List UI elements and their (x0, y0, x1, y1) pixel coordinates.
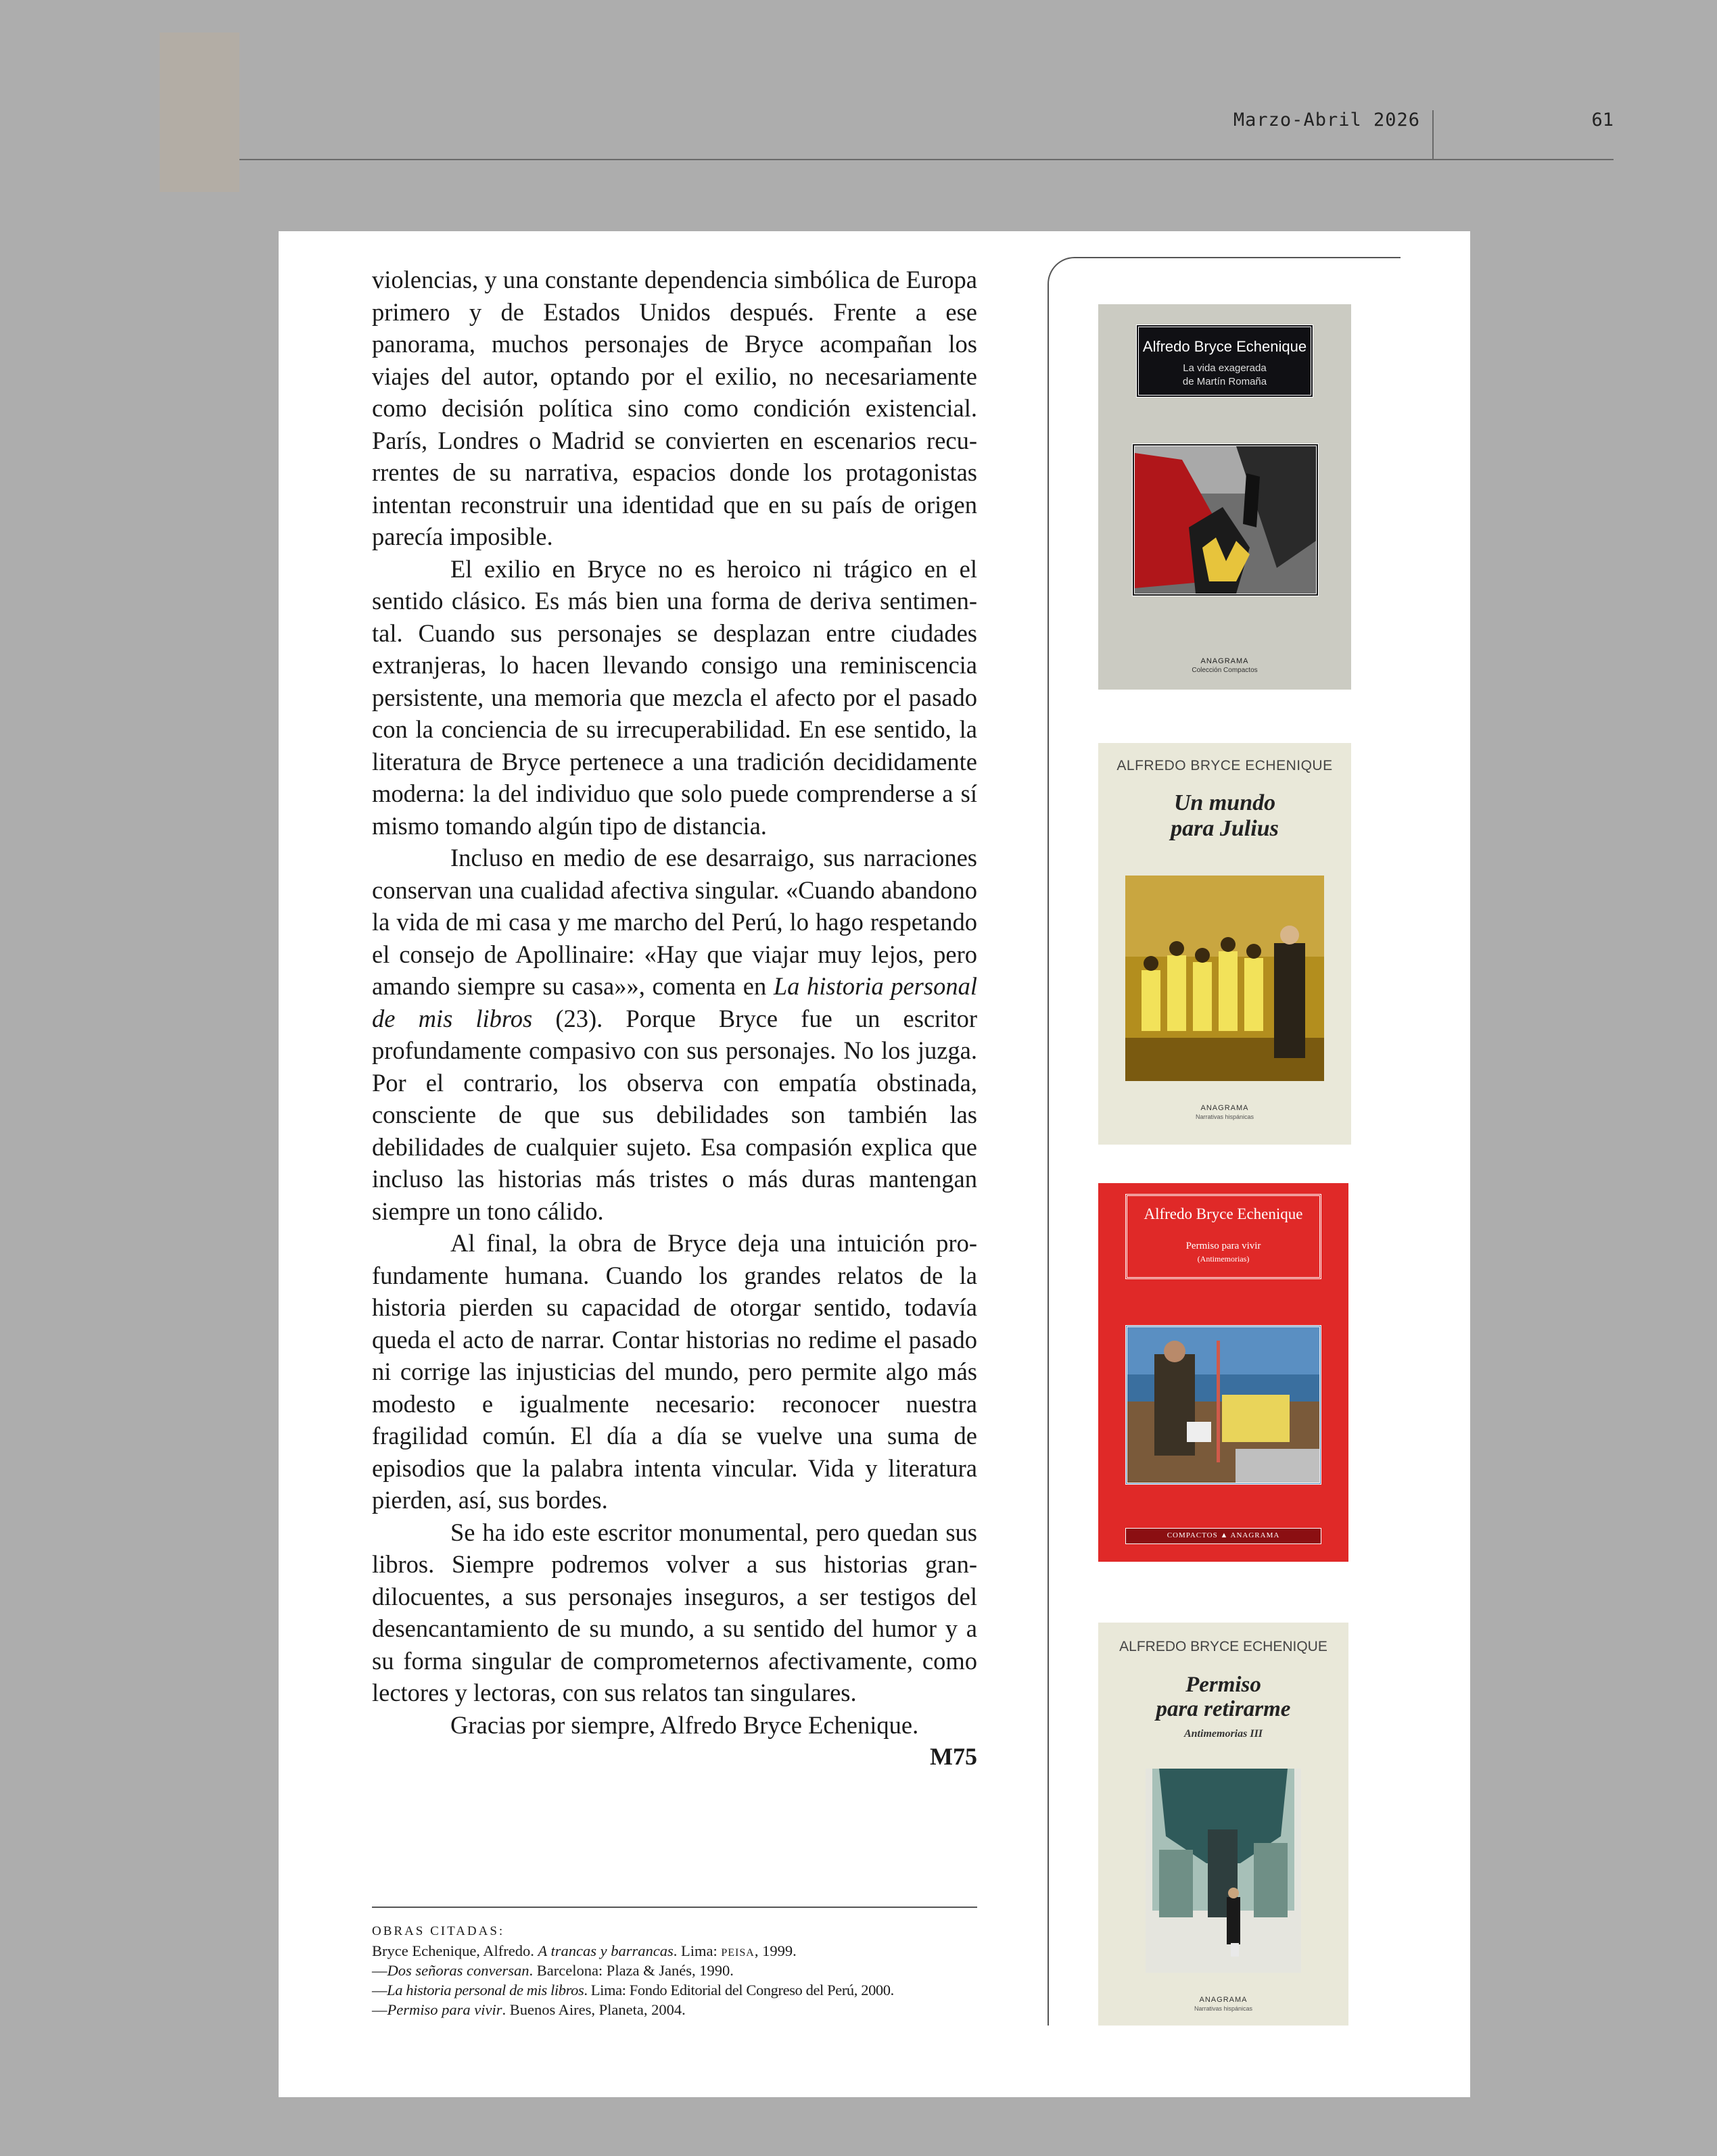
book-cover-permiso-retirarme (1098, 1623, 1348, 2026)
cover-title: La vida exagerada (1183, 362, 1267, 374)
citation-text: . Lima: Fondo Editorial del Congreso del Perú, 2000. (584, 1982, 894, 1998)
works-cited-title: OBRAS CITADAS: (372, 1924, 505, 1938)
cover-author: ALFREDO BRYCE ECHENIQUE (1119, 1639, 1327, 1654)
notes-divider (372, 1907, 977, 1908)
cover-strip-text (1126, 1531, 1321, 1539)
cover-collection-strip (1125, 1528, 1321, 1544)
cover-photo (1146, 1769, 1301, 1973)
cover-illustration (1127, 1327, 1319, 1483)
article-paragraph (372, 842, 977, 1227)
cover-photo (1132, 444, 1319, 596)
citation-text: . Barcelona: Plaza & Janés, 1990. (529, 1962, 734, 1979)
cover-illustration (1146, 1769, 1301, 1973)
article-paragraph: El exilio en Bryce no es heroico ni trágico en el sentido clásico. Es más bien una forma de deriva sentimental. Cuando sus personajes se desplazan entre ciudades extranjeras, lo hacen llevando consigo una reminiscencia persistente, una memoria que mezcla el afecto por el pasado con la conciencia de su irrecuperabilidad. En ese sentido, la literatura de Bryce pertenece a una tradición decididamente moderna: la del individuo que solo puede comprenderse a sí mismo tomando algún tipo de distancia. (372, 554, 977, 840)
cover-author: Alfredo Bryce Echenique (1142, 338, 1307, 355)
publisher-logo: ANAGRAMA (1199, 1996, 1248, 2004)
works-cited (372, 1907, 977, 2019)
cover-author: ALFREDO BRYCE ECHENIQUE (1116, 758, 1333, 773)
paragraph-text: Incluso en medio de ese desarraigo, sus narraciones conservan una cualidad afectiva singular. «Cuando abandono la vida de mi casa y me marcho del Perú, lo hago respetando el consejo de Apollinaire: «Hay que viajar muy lejos, pero amando siempre su casa»», comenta en (372, 844, 977, 1000)
citation-text: . Buenos Aires, Planeta, 2004. (502, 2001, 686, 2018)
cover-title-box (1125, 1194, 1321, 1279)
citation-title: A trancas y barrancas (538, 1942, 674, 1959)
citation-title: Permiso para vivir (387, 2001, 502, 2018)
citation-text: . Lima: (673, 1942, 722, 1959)
article-paragraph: Se ha ido este escritor monumental, pero quedan sus libros. Siempre podremos volver a sus historias grandilocuentes, a sus personajes inseguros, a ser testigos del desencantamiento de su mundo, a su sentido del humor y a su forma singular de comprometernos afectivamente, como lectores y lectoras, con sus relatos tan singulares. (372, 1518, 977, 1706)
cover-photo (1125, 1325, 1321, 1485)
cover-title: Permiso para vivir (1185, 1241, 1261, 1251)
book-title-reference: La historia personal de mis libros (372, 972, 977, 1032)
cover-collection: Narrativas hispánicas (1195, 1113, 1254, 1120)
paragraph-text: (23). Porque Bryce fue un escritor profundamente compasivo con sus personajes. No los juzga. Por el contrario, los observa con empatía obstinada, consciente de que sus debilidades son también las debilidades de cualquier sujeto. Esa compasión explica que incluso las historias más tristes o más duras mantengan siempre un tono cálido. (372, 1004, 977, 1225)
article-paragraph: Al final, la obra de Bryce deja una intuición profundamente humana. Cuando los grandes relatos de la historia pierden su capacidad de otorgar sentido, todavía queda el acto de narrar. Contar historias no redime el pasado ni corrige las injusticias del mundo, pero permite algo más modesto e igualmente necesario: reconocer nuestra fragilidad común. El día a día se vuelve una suma de episodios que la palabra intenta vincular. Vida y literatura pierden, así, sus bordes. (372, 1229, 977, 1514)
magazine-signoff: M75 (930, 1743, 977, 1770)
header-rule (239, 159, 1614, 160)
citation-entry (372, 2000, 977, 2019)
cover-title: Permiso (1185, 1673, 1261, 1697)
publisher-logo: ANAGRAMA (1200, 1104, 1249, 1112)
book-cover-mundo-julius (1098, 743, 1351, 1145)
citation-title: Dos señoras conversan (387, 1962, 530, 1979)
citation-title: La historia personal de mis libros (387, 1982, 584, 1998)
book-cover-vida-exagerada (1098, 304, 1351, 690)
citation-dash: — (372, 1962, 387, 1979)
page-number: 61 (1591, 110, 1614, 130)
citation-entry (372, 1961, 977, 1980)
cover-photo (1125, 876, 1324, 1081)
publisher-logo: ANAGRAMA (1230, 1531, 1280, 1539)
article-paragraph: Gracias por siempre, Alfredo Bryce Echenique. (450, 1710, 919, 1739)
book-cover-permiso-vivir (1098, 1183, 1348, 1562)
citation-publisher: peisa (721, 1942, 755, 1959)
publisher-logo: ANAGRAMA (1200, 657, 1249, 665)
cover-subtitle: Antimemorias III (1183, 1728, 1263, 1740)
issue-date: Marzo-Abril 2026 (1233, 110, 1420, 130)
cover-title: (Antimemorias) (1197, 1254, 1250, 1264)
cover-title-box (1136, 325, 1313, 398)
citation-entry (372, 1980, 977, 2000)
article-paragraph: violencias, y una constante dependencia simbólica de Europa primero y de Estados Unidos después. Frente a ese panorama, muchos personajes de Bryce acompañan los viajes del autor, optando por el exilio, no necesariamente como decisión política sino como condición existencial. París, Londres o Madrid se convierten en escenarios recurrentes de su narrativa, espacios donde los protagonistas intentan reconstruir una identidad que en su país de origen parecía imposible. (372, 266, 977, 550)
header-separator (1432, 110, 1434, 160)
citation-text: , 1999. (754, 1942, 797, 1959)
citation-dash: — (372, 2001, 387, 2018)
citation-author: Bryce Echenique, Alfredo. (372, 1942, 538, 1959)
section-tab-marker (160, 32, 239, 192)
cover-title: Un mundo (1173, 790, 1276, 815)
cover-author: Alfredo Bryce Echenique (1144, 1205, 1303, 1222)
cover-collection: Narrativas hispánicas (1194, 2005, 1253, 2012)
cover-collection: Colección Compactos (1192, 667, 1258, 674)
page-sheet (279, 231, 1470, 2097)
cover-collection: COMPACTOS (1167, 1531, 1218, 1539)
cover-title: para retirarme (1156, 1697, 1291, 1721)
citation-entry (372, 1941, 977, 1961)
citation-dash: — (372, 1982, 387, 1998)
cover-illustration (1135, 446, 1316, 594)
article-body (372, 264, 977, 1771)
cover-title: para Julius (1171, 816, 1279, 841)
cover-illustration (1125, 876, 1324, 1081)
publisher-logo-icon: ▲ (1220, 1531, 1229, 1539)
cover-title: de Martín Romaña (1182, 376, 1267, 387)
